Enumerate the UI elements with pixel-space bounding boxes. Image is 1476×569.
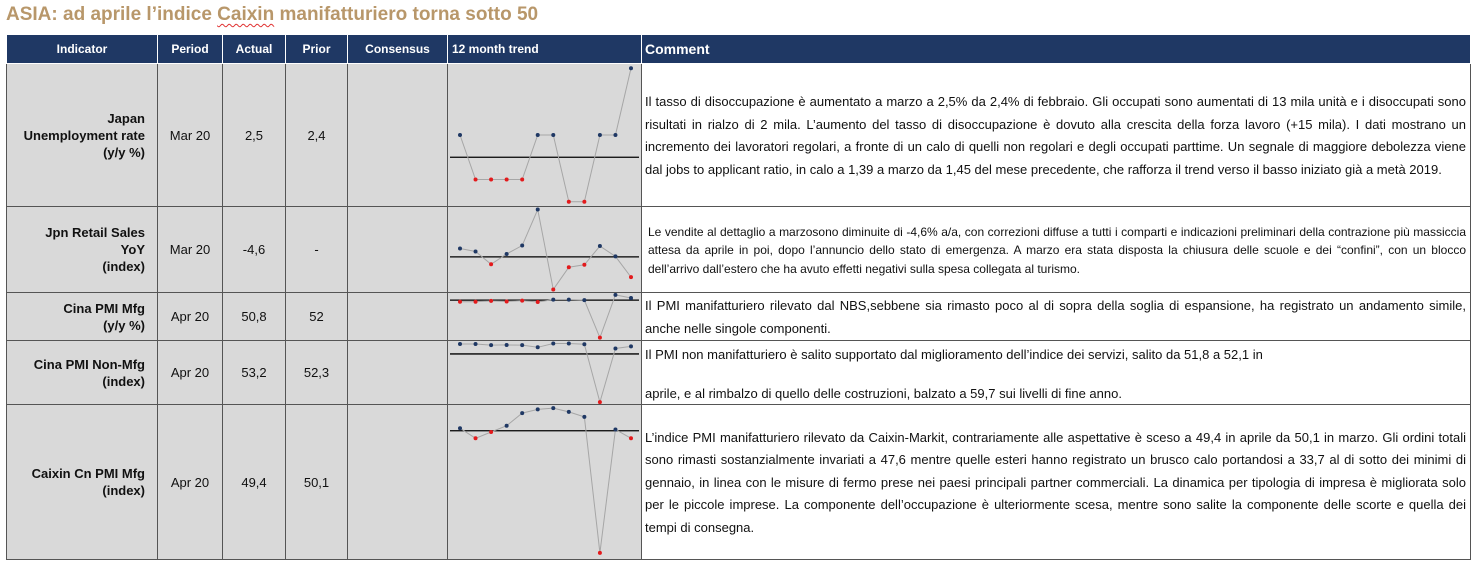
comment-cell: L’indice PMI manifatturiero rilevato da Caixin-Markit, contrariamente alle aspettative è sceso a 49,4 in aprile da 50,1 in marzo. Gli ordini totali sono rimasti sostanzialmente invariati a 47,6 mentre quelle esteri hanno registrato un brusco calo portandosi a 33,7 al di sotto dei minimi di gennaio, in linea con le misure di fermo prese nei paesi principali partner commerciali. La dinamica per tipologia di impresa è migliorata solo per le piccole imprese. La componente dell’occupazione è ulteriormente scesa, mentre sono salite la componente delle scorte e quella dei tempi di consegna.: [642, 405, 1471, 560]
indicator-line: (index): [102, 373, 145, 389]
trend-cell: [448, 293, 642, 341]
header-period: Period: [158, 35, 223, 64]
trend-point: [613, 427, 617, 431]
consensus-cell: [348, 341, 448, 405]
trend-point: [536, 407, 540, 411]
period-cell: Mar 20: [158, 64, 223, 207]
trend-point: [598, 336, 602, 340]
trend-point: [567, 410, 571, 414]
indicator-cell: [7, 293, 158, 341]
sparkline: [448, 64, 641, 206]
trend-point: [505, 343, 509, 347]
header-trend: 12 month trend: [448, 35, 642, 64]
page-title: ASIA: ad aprile l’indice Caixin manifatturiero torna sotto 50: [6, 4, 539, 25]
trend-point: [582, 263, 586, 267]
trend-point: [551, 406, 555, 410]
table-row: [7, 405, 1471, 560]
trend-point: [458, 247, 462, 251]
comment-cell: [642, 341, 1471, 405]
trend-point: [489, 299, 493, 303]
trend-point: [536, 300, 540, 304]
trend-point: [505, 177, 509, 181]
trend-point: [551, 298, 555, 302]
indicator-line: Cina PMI Mfg: [63, 300, 145, 316]
indicator-line: Caixin Cn PMI Mfg: [31, 466, 145, 481]
trend-point: [567, 200, 571, 204]
trend-cell: [448, 64, 642, 207]
actual-cell: 50,8: [223, 293, 286, 341]
prior-cell: 52,3: [286, 341, 348, 405]
trend-point: [458, 426, 462, 430]
trend-point: [551, 342, 555, 346]
trend-point: [598, 400, 602, 404]
trend-point: [489, 262, 493, 266]
actual-cell: 2,5: [223, 64, 286, 207]
trend-point: [613, 346, 617, 350]
trend-point: [489, 430, 493, 434]
table-row: [7, 64, 1471, 207]
indicator-line: YoY: [120, 242, 145, 257]
trend-point: [520, 343, 524, 347]
trend-point: [629, 344, 633, 348]
sparkline: [448, 341, 641, 404]
trend-point: [489, 343, 493, 347]
trend-point: [582, 298, 586, 302]
trend-point: [567, 342, 571, 346]
header-indicator: Indicator: [7, 35, 158, 64]
trend-point: [536, 208, 540, 212]
trend-point: [520, 299, 524, 303]
trend-line: [460, 295, 631, 338]
indicator-line: (index): [102, 483, 145, 498]
period-cell: Mar 20: [158, 207, 223, 293]
trend-point: [505, 252, 509, 256]
sparkline: [448, 405, 641, 559]
table-row: [7, 293, 1471, 341]
trend-point: [567, 298, 571, 302]
trend-point: [629, 296, 633, 300]
indicator-line: Unemployment rate: [23, 127, 145, 143]
period-cell: Apr 20: [158, 405, 223, 560]
trend-point: [474, 300, 478, 304]
consensus-cell: [348, 405, 448, 560]
consensus-cell: [348, 207, 448, 293]
trend-point: [474, 342, 478, 346]
trend-point: [629, 66, 633, 70]
indicator-cell: [7, 341, 158, 405]
trend-line: [460, 344, 631, 403]
trend-point: [474, 177, 478, 181]
trend-point: [536, 345, 540, 349]
sparkline: [448, 293, 641, 340]
table-row: [7, 207, 1471, 293]
trend-cell: [448, 207, 642, 293]
header-consensus: Consensus: [348, 35, 448, 64]
indicator-cell: [7, 64, 158, 207]
table-row: [7, 341, 1471, 405]
trend-point: [489, 177, 493, 181]
comment-part: aprile, e al rimbalzo di quello delle costruzioni, balzato a 59,7 sui livelli di fine anno.: [645, 385, 1122, 401]
indicator-line: (index): [102, 259, 145, 274]
trend-point: [582, 342, 586, 346]
table-header-row: [7, 35, 1471, 64]
consensus-cell: [348, 293, 448, 341]
trend-point: [582, 200, 586, 204]
consensus-cell: [348, 64, 448, 207]
period-cell: Apr 20: [158, 341, 223, 405]
trend-point: [598, 551, 602, 555]
header-actual: Actual: [223, 35, 286, 64]
trend-point: [505, 424, 509, 428]
comment-cell: Il tasso di disoccupazione è aumentato a marzo a 2,5% da 2,4% di febbraio. Gli occupati sono aumentati di 13 mila unità e i disoccupati sono risultati in rialzo di 2 mila. L’aumento del tasso di disoccupazione è dovuto alla crescita della forza lavoro (+15 mila). I dati mostrano un incremento dei lavoratori regolari, a fronte di un calo di quelli non regolari e degli occupati parttime. Un segnale di maggiore debolezza viene dal jobs to applicant ratio, in calo a 1,39 a marzo da 1,45 del mese precedente, che rafforza il trend verso il basso iniziato già a metà 2019.: [642, 64, 1471, 207]
trend-point: [613, 254, 617, 258]
actual-cell: -4,6: [223, 207, 286, 293]
trend-point: [520, 411, 524, 415]
trend-cell: [448, 341, 642, 405]
indicator-line: (y/y %): [103, 144, 145, 160]
prior-cell: 2,4: [286, 64, 348, 207]
trend-point: [505, 299, 509, 303]
trend-point: [582, 415, 586, 419]
comment-part: Il PMI non manifatturiero è salito supportato dal miglioramento dell’indice dei servizi, salito da 51,8 a 52,1 in: [645, 346, 1263, 362]
trend-line: [460, 408, 631, 553]
comment-cell: Il PMI manifatturiero rilevato dal NBS,sebbene sia rimasto poco al di sopra della soglia di espansione, ha registrato un andamento simile, anche nelle singole componenti.: [642, 293, 1471, 341]
indicator-line: Cina PMI Non-Mfg: [33, 356, 145, 372]
indicator-line: Japan: [107, 110, 145, 126]
actual-cell: 53,2: [223, 341, 286, 405]
trend-point: [629, 436, 633, 440]
trend-point: [567, 265, 571, 269]
indicator-cell: [7, 207, 158, 293]
indicator-line: (y/y %): [103, 317, 145, 333]
trend-point: [474, 249, 478, 253]
header-prior: Prior: [286, 35, 348, 64]
trend-point: [598, 133, 602, 137]
trend-point: [520, 177, 524, 181]
header-comment: Comment: [642, 35, 1471, 64]
trend-point: [613, 133, 617, 137]
trend-point: [551, 287, 555, 291]
indicator-line: Jpn Retail Sales: [45, 225, 145, 240]
trend-point: [520, 244, 524, 248]
prior-cell: 52: [286, 293, 348, 341]
trend-point: [629, 275, 633, 279]
indicator-cell: [7, 405, 158, 560]
trend-point: [536, 133, 540, 137]
trend-point: [598, 244, 602, 248]
trend-point: [458, 300, 462, 304]
indicators-table: [6, 34, 1471, 560]
period-cell: Apr 20: [158, 293, 223, 341]
trend-point: [474, 436, 478, 440]
sparkline: [448, 207, 641, 292]
prior-cell: -: [286, 207, 348, 293]
trend-point: [458, 342, 462, 346]
trend-point: [613, 293, 617, 297]
trend-line: [460, 68, 631, 201]
comment-cell: Le vendite al dettaglio a marzosono diminuite di -4,6% a/a, con correzioni diffuse a tutti i comparti e indicazioni preliminari della contrazione più massiccia attesa da aprile in poi, dopo l’annuncio dello stato di emergenza. A marzo era stata disposta la chiusura delle scuole e dei “confini”, con un blocco dell’arrivo dall’estero che ha avuto effetti negativi sulla spesa collegata al turismo.: [642, 207, 1471, 293]
trend-point: [458, 133, 462, 137]
trend-line: [460, 210, 631, 290]
actual-cell: 49,4: [223, 405, 286, 560]
trend-point: [551, 133, 555, 137]
trend-cell: [448, 405, 642, 560]
prior-cell: 50,1: [286, 405, 348, 560]
